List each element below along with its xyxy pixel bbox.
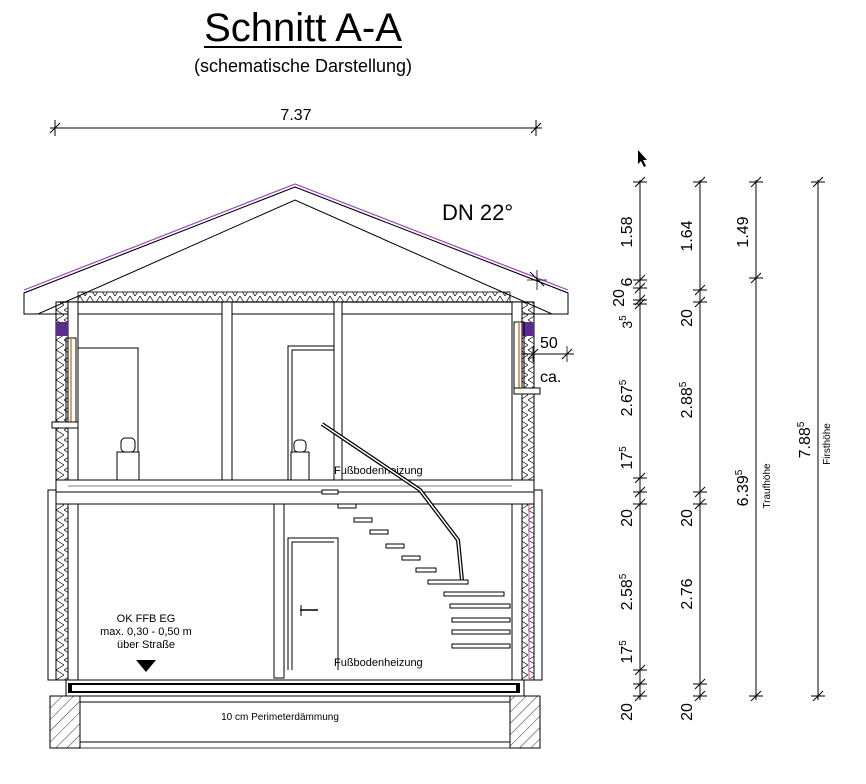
chain1-label-d: $3^5$ — [618, 315, 635, 329]
upper-interior — [78, 302, 342, 480]
floor-heating-upper: Fußbodenheizung — [334, 465, 423, 477]
chain2-label-f: 20 — [679, 703, 696, 721]
ok-ffb-line1: OK FFB EG — [116, 613, 176, 625]
floor-heating-lower: Fußbodenheizung — [334, 657, 423, 669]
dimension-chain-4 — [796, 177, 833, 701]
chain2-label-a: 1.64 — [679, 220, 696, 252]
perimeter-insulation-label: 10 cm Perimeterdämmung — [221, 712, 339, 723]
lower-interior — [274, 504, 338, 678]
chain3-label-a: 1.49 — [735, 216, 752, 248]
upper-windows — [52, 322, 540, 428]
ok-ffb-annotation — [100, 613, 192, 672]
staircase — [322, 424, 510, 648]
chain2-label-b: 20 — [679, 309, 696, 327]
chain1-label-c: 20 — [611, 289, 628, 307]
overhang-note: ca. — [540, 369, 562, 386]
chain2-label-d: 20 — [679, 509, 696, 527]
chain2-label-c: 2.88$^5$ — [678, 381, 696, 419]
overall-width-label: 7.37 — [280, 107, 312, 124]
drawing-title: Schnitt A-A — [204, 6, 402, 50]
chain2-label-e: 2.76 — [679, 578, 696, 610]
mouse-cursor-icon — [638, 150, 647, 167]
ok-ffb-line2: max. 0,30 - 0,50 m — [100, 626, 192, 638]
chain1-label-b: 6 — [619, 277, 636, 287]
firsthoehe-label: Firsthöhe — [822, 423, 833, 465]
chain1-label-g: 20 — [619, 509, 636, 527]
chain3-label-b: 6.39$^5$ — [734, 469, 752, 507]
chain1-label-i: $17^5$ — [618, 640, 636, 664]
overhang-value: 50 — [540, 335, 558, 352]
roof-pitch-label: DN 22° — [442, 200, 514, 225]
chain4-label-a: 7.88$^5$ — [796, 421, 814, 459]
dimension-chain-2 — [678, 177, 707, 721]
drawing-subtitle: (schematische Darstellung) — [193, 56, 413, 76]
chain1-label-j: 20 — [619, 703, 636, 721]
chain1-label-f: $17^5$ — [618, 446, 636, 470]
chain1-label-e: 2.67$^5$ — [618, 379, 636, 417]
traufhoehe-label: Traufhöhe — [762, 463, 773, 509]
dimension-chain-1 — [611, 177, 647, 721]
dimension-chain-3 — [734, 177, 773, 701]
chain1-label-h: 2.58$^5$ — [618, 573, 636, 611]
overall-width-dimension — [50, 107, 542, 136]
ok-ffb-line3: über Straße — [116, 639, 176, 651]
chain1-label-a: 1.58 — [619, 216, 636, 248]
ceiling-slab — [56, 480, 534, 504]
